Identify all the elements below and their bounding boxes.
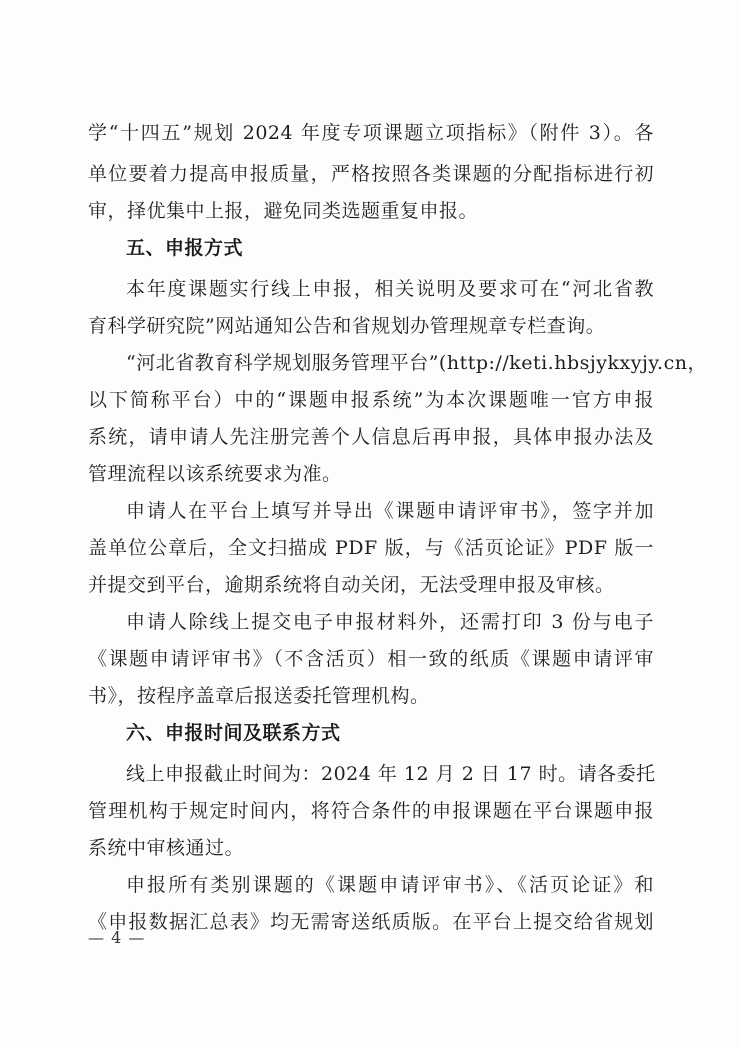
- text-line: 单位要着力提高申报质量，严格按照各类课题的分配指标进行初: [88, 163, 654, 185]
- text-line: 申请人在平台上填写并导出《课题申请评审书》，签字并加: [126, 500, 654, 522]
- page-number: — 4 —: [88, 928, 146, 947]
- text-line: 审，择优集中上报，避免同类选题重复申报。: [88, 200, 479, 222]
- text-line: 线上申报截止时间为：2024 年 12 月 2 日 17 时。请各委托: [126, 763, 656, 785]
- text-line: 系统中审核通过。: [88, 837, 245, 859]
- section-heading: 六、申报时间及联系方式: [126, 722, 341, 744]
- text-line: “河北省教育科学规划服务管理平台”(http://keti.hbsjykxyjy.cn，: [126, 352, 707, 374]
- text-line: 系统，请申请人先注册完善个人信息后再申报，具体申报办法及: [88, 426, 654, 448]
- text-line: 管理流程以该系统要求为准。: [88, 463, 342, 485]
- text-line: 申报所有类别课题的《课题申请评审书》、《活页论证》和: [126, 874, 654, 896]
- text-line: 管理机构于规定时间内，将符合条件的申报课题在平台课题申报: [88, 800, 654, 822]
- text-line: 本年度课题实行线上申报，相关说明及要求可在“河北省教: [126, 278, 654, 300]
- text-line: 书》，按程序盖章后报送委托管理机构。: [88, 685, 430, 707]
- text-line: 以下简称平台）中的“课题申报系统”为本次课题唯一官方申报: [88, 389, 654, 411]
- section-heading: 五、申报方式: [126, 237, 244, 259]
- text-line: 盖单位公章后，全文扫描成 PDF 版，与《活页论证》PDF 版一: [88, 537, 654, 559]
- text-line: 并提交到平台，逾期系统将自动关闭，无法受理申报及审核。: [88, 574, 615, 596]
- text-line: 申请人除线上提交电子申报材料外，还需打印 3 份与电子: [126, 611, 654, 633]
- text-line: 育科学研究院”网站通知公告和省规划办管理规章专栏查询。: [88, 315, 606, 337]
- text-line: 《课题申请评审书》（不含活页）相一致的纸质《课题申请评审: [88, 648, 654, 670]
- text-line: 学“十四五”规划 2024 年度专项课题立项指标》（附件 3）。各: [88, 122, 654, 144]
- text-line: 《申报数据汇总表》均无需寄送纸质版。在平台上提交给省规划: [88, 911, 654, 933]
